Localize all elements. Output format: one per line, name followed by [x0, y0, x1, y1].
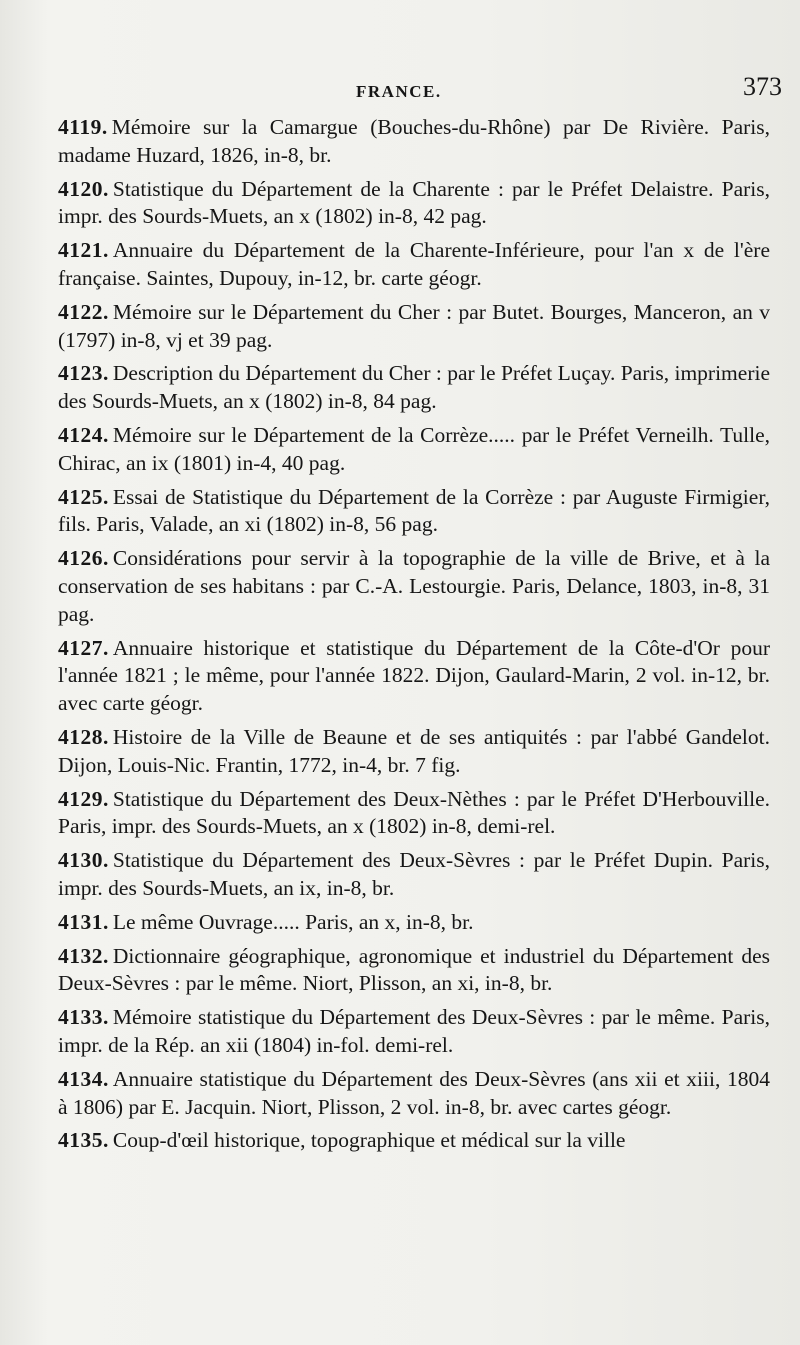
bibliography-entry	[58, 724, 770, 780]
entry-text: Mémoire sur le Département du Cher : par Butet. Bourges, Manceron, an v (1797) in-8, vj et 39 pag.	[58, 299, 770, 352]
bibliography-entry	[58, 360, 770, 416]
bibliography-entry	[58, 422, 770, 478]
entry-number: 4124.	[58, 422, 109, 447]
entry-number: 4121.	[58, 238, 109, 263]
entry-number: 4133.	[58, 1005, 109, 1030]
entry-text: Mémoire sur le Département de la Corrèze..... par le Préfet Verneilh. Tulle, Chirac, an ix (1801) in-4, 40 pag.	[58, 422, 770, 475]
entry-text: Mémoire statistique du Département des Deux-Sèvres : par le même. Paris, impr. de la Rép. an xii (1804) in-fol. demi-rel.	[58, 1005, 770, 1057]
bibliography-entry	[58, 786, 770, 842]
entry-text: Histoire de la Ville de Beaune et de ses antiquités : par l'abbé Gandelot. Dijon, Louis-Nic. Frantin, 1772, in-4, br. 7 fig.	[58, 724, 770, 777]
bibliography-entry	[58, 847, 770, 903]
bibliography-entry	[58, 176, 770, 232]
bibliography-entry	[58, 484, 770, 540]
entry-text: Statistique du Département des Deux-Sèvres : par le Préfet Dupin. Paris, impr. des Sourds-Muets, an ix, in-8, br.	[58, 848, 770, 900]
entry-text: Dictionnaire géographique, agronomique et industriel du Département des Deux-Sèvres : par le même. Niort, Plisson, an xi, in-8, br.	[58, 943, 770, 996]
bibliography-entry	[58, 237, 770, 293]
bibliography-entry	[58, 635, 770, 718]
bibliography-list	[58, 114, 770, 1161]
entry-number: 4123.	[58, 361, 109, 386]
entry-number: 4134.	[58, 1066, 109, 1091]
entry-number: 4125.	[58, 484, 109, 509]
bibliography-entry	[58, 545, 770, 628]
running-title: FRANCE.	[356, 82, 442, 101]
entry-text: Essai de Statistique du Département de la Corrèze : par Auguste Firmigier, fils. Paris, Valade, an xi (1802) in-8, 56 pag.	[58, 484, 770, 537]
entry-text: Description du Département du Cher : par le Préfet Luçay. Paris, imprimerie des Sourds-Muets, an x (1802) in-8, 84 pag.	[58, 361, 771, 414]
entry-text: Annuaire du Département de la Charente-Inférieure, pour l'an x de l'ère française. Saintes, Dupouy, in-12, br. carte géogr.	[58, 238, 770, 290]
entry-number: 4119.	[58, 115, 108, 139]
entry-text: Statistique du Département de la Charente : par le Préfet Delaistre. Paris, impr. des Sourds-Muets, an x (1802) in-8, 42 pag.	[58, 176, 770, 229]
entry-number: 4129.	[58, 786, 109, 811]
page-number: 373	[743, 72, 782, 101]
bibliography-entry	[58, 1004, 770, 1060]
entry-number: 4126.	[58, 546, 109, 571]
entry-text: Coup-d'œil historique, topographique et médical sur la ville	[112, 1128, 626, 1153]
entry-text: Mémoire sur la Camargue (Bouches-du-Rhône) par De Rivière. Paris, madame Huzard, 1826, in-8, br.	[58, 115, 770, 167]
entry-number: 4128.	[58, 724, 109, 749]
bibliography-entry	[58, 1127, 770, 1155]
bibliography-entry	[58, 299, 770, 355]
entry-number: 4131.	[58, 909, 109, 934]
entry-text: Annuaire historique et statistique du Département de la Côte-d'Or pour l'année 1821 ; le même, pour l'année 1822. Dijon, Gaulard-Marin, 2 vol. in-12, br. avec carte géogr.	[58, 635, 770, 716]
entry-text: Annuaire statistique du Département des Deux-Sèvres (ans xii et xiii, 1804 à 1806) par E. Jacquin. Niort, Plisson, 2 vol. in-8, br. avec cartes géogr.	[58, 1066, 770, 1119]
bibliography-entry	[58, 1066, 770, 1122]
page-header	[60, 72, 782, 112]
entry-number: 4122.	[58, 299, 109, 324]
entry-number: 4132.	[58, 943, 109, 968]
entry-text: Considérations pour servir à la topographie de la ville de Brive, et à la conservation de ses habitans : par C.-A. Lestourgie. Paris, Delance, 1803, in-8, 31 pag.	[58, 546, 770, 626]
entry-text: Le même Ouvrage..... Paris, an x, in-8, br.	[112, 909, 474, 934]
entry-number: 4127.	[58, 635, 109, 660]
entry-number: 4135.	[58, 1128, 109, 1153]
entry-text: Statistique du Département des Deux-Nèthes : par le Préfet D'Herbouville. Paris, impr. des Sourds-Muets, an x (1802) in-8, demi-rel.	[58, 786, 770, 839]
bibliography-entry	[58, 909, 770, 937]
entry-number: 4120.	[58, 176, 109, 201]
bibliography-entry	[58, 943, 770, 999]
entry-number: 4130.	[58, 848, 109, 873]
bibliography-entry	[58, 114, 770, 170]
